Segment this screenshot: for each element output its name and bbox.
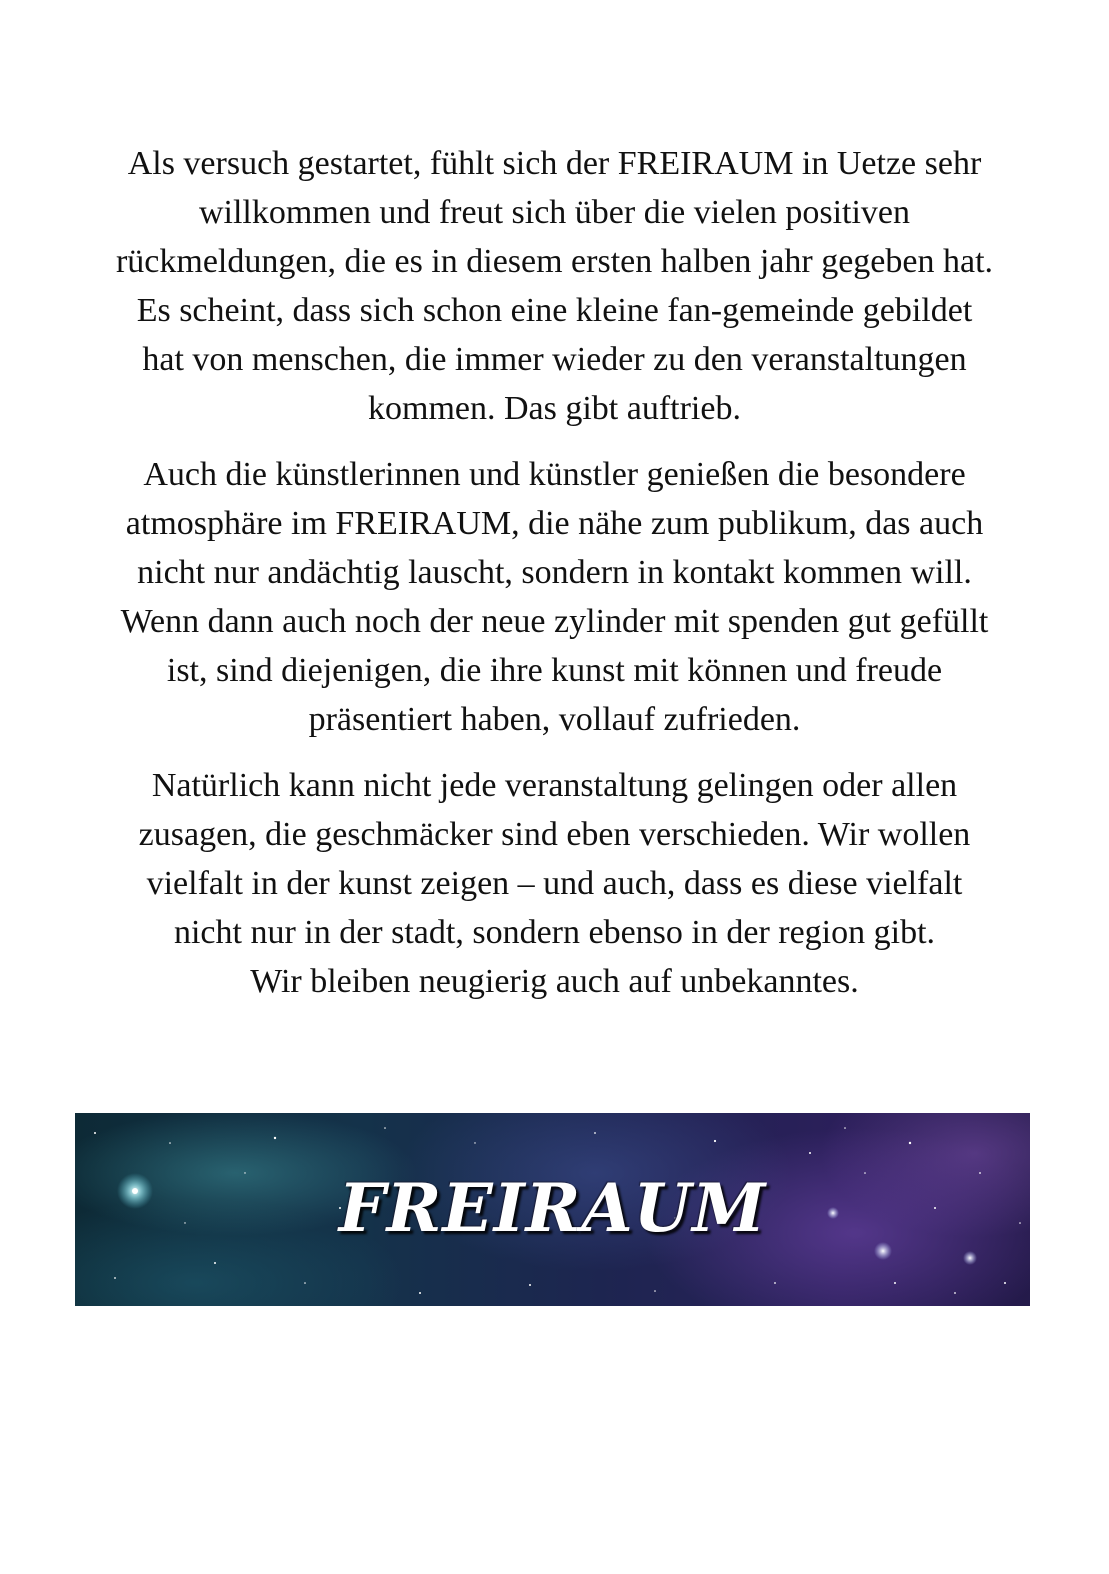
text-line: kommen. Das gibt auftrieb. <box>368 390 741 427</box>
text-line: Wenn dann auch noch der neue zylinder mit spenden gut gefüllt <box>120 603 989 640</box>
text-line: willkommen und freut sich über die vielen positiven <box>198 194 910 231</box>
text-line: nicht nur in der stadt, sondern ebenso in der region gibt. <box>173 914 936 951</box>
freiraum-banner <box>75 1113 1030 1306</box>
body-text <box>40 139 1069 1023</box>
text-line: präsentiert haben, vollauf zufrieden. <box>308 701 801 738</box>
text-line: ist, sind diejenigen, die ihre kunst mit können und freude <box>166 652 943 689</box>
text-line: rückmeldungen, die es in diesem ersten halben jahr gegeben hat. <box>115 243 994 280</box>
text-line: Natürlich kann nicht jede veranstaltung gelingen oder allen <box>151 767 958 804</box>
text-line: zusagen, die geschmäcker sind eben verschieden. Wir wollen <box>138 816 971 853</box>
text-line: hat von menschen, die immer wieder zu den veranstaltungen <box>142 341 967 378</box>
text-line: Als versuch gestartet, fühlt sich der FREIRAUM in Uetze sehr <box>127 145 982 182</box>
text-line: Auch die künstlerinnen und künstler genießen die besondere <box>143 456 966 493</box>
text-line: Es scheint, dass sich schon eine kleine fan-gemeinde gebildet <box>136 292 973 329</box>
text-line: Wir bleiben neugierig auch auf unbekanntes. <box>250 963 859 1000</box>
paragraph-2 <box>40 450 1069 744</box>
text-line: atmosphäre im FREIRAUM, die nähe zum publikum, das auch <box>125 505 984 542</box>
text-line: nicht nur andächtig lauscht, sondern in kontakt kommen will. <box>137 554 972 591</box>
paragraph-1 <box>40 139 1069 433</box>
paragraph-3 <box>40 761 1069 1006</box>
text-line: vielfalt in der kunst zeigen – und auch, dass es diese vielfalt <box>146 865 963 902</box>
banner-title: FREIRAUM <box>338 1169 767 1247</box>
